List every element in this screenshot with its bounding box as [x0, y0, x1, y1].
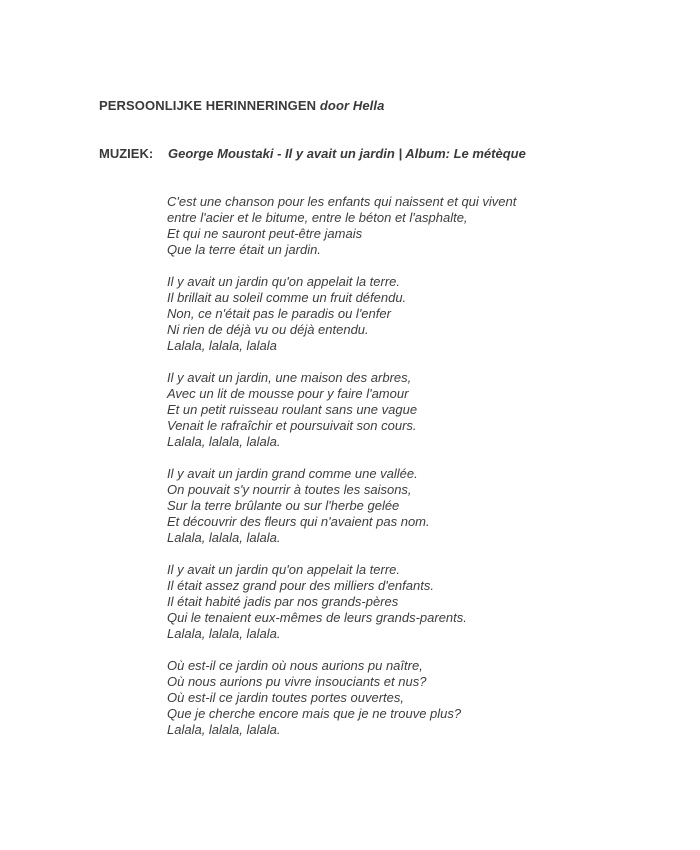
music-label: MUZIEK:	[99, 146, 154, 161]
lyrics-line: Il y avait un jardin qu'on appelait la terre.	[167, 562, 401, 577]
lyrics-line: Il y avait un jardin grand comme une vallée.	[167, 466, 418, 481]
lyrics-line: Avec un lit de mousse pour y faire l'amour	[167, 386, 409, 401]
lyrics-stanza	[167, 466, 516, 546]
title-text: PERSOONLIJKE HERINNERINGEN	[99, 98, 317, 113]
lyrics-stanza	[167, 658, 516, 738]
lyrics-line: entre l'acier et le bitume, entre le béton et l'asphalte,	[167, 210, 468, 225]
lyrics-stanza	[167, 370, 516, 450]
lyrics-line: C'est une chanson pour les enfants qui naissent et qui vivent	[167, 194, 517, 209]
lyrics-line: Ni rien de déjà vu ou déjà entendu.	[167, 322, 369, 337]
lyrics-line: Il était habité jadis par nos grands-pères	[167, 594, 399, 609]
lyrics-block	[167, 194, 516, 754]
lyrics-line: Et un petit ruisseau roulant sans une vague	[167, 402, 418, 417]
lyrics-line: Non, ce n'était pas le paradis ou l'enfer	[167, 306, 391, 321]
lyrics-line: Il brillait au soleil comme un fruit défendu.	[167, 290, 407, 305]
lyrics-line: Lalala, lalala, lalala.	[167, 626, 281, 641]
lyrics-line: Lalala, lalala, lalala.	[167, 530, 281, 545]
lyrics-line: On pouvait s'y nourrir à toutes les saisons,	[167, 482, 412, 497]
lyrics-line: Et découvrir des fleurs qui n'avaient pas nom.	[167, 514, 430, 529]
music-line	[99, 146, 526, 161]
lyrics-line: Que la terre était un jardin.	[167, 242, 321, 257]
lyrics-line: Lalala, lalala, lalala.	[167, 434, 281, 449]
lyrics-line: Et qui ne sauront peut-être jamais	[167, 226, 363, 241]
lyrics-line: Qui le tenaient eux-mêmes de leurs grands-parents.	[167, 610, 467, 625]
author-text: door Hella	[319, 98, 385, 113]
lyrics-line: Venait le rafraîchir et poursuivait son cours.	[167, 418, 417, 433]
lyrics-line: Il y avait un jardin, une maison des arbres,	[167, 370, 412, 385]
lyrics-line: Il y avait un jardin qu'on appelait la terre.	[167, 274, 401, 289]
lyrics-line: Où est-il ce jardin toutes portes ouvertes,	[167, 690, 405, 705]
lyrics-line: Lalala, lalala, lalala	[167, 338, 277, 353]
lyrics-stanza	[167, 562, 516, 642]
lyrics-line: Que je cherche encore mais que je ne trouve plus?	[167, 706, 462, 721]
lyrics-line: Il était assez grand pour des milliers d'enfants.	[167, 578, 434, 593]
lyrics-line: Où nous aurions pu vivre insouciants et nus?	[167, 674, 427, 689]
page-title	[99, 98, 384, 113]
lyrics-line: Sur la terre brûlante ou sur l'herbe gelée	[167, 498, 400, 513]
lyrics-stanza	[167, 274, 516, 354]
lyrics-line: Lalala, lalala, lalala.	[167, 722, 281, 737]
lyrics-stanza	[167, 194, 516, 258]
lyrics-line: Où est-il ce jardin où nous aurions pu naître,	[167, 658, 423, 673]
song-title: George Moustaki - Il y avait un jardin | Album: Le métèque	[168, 146, 526, 161]
